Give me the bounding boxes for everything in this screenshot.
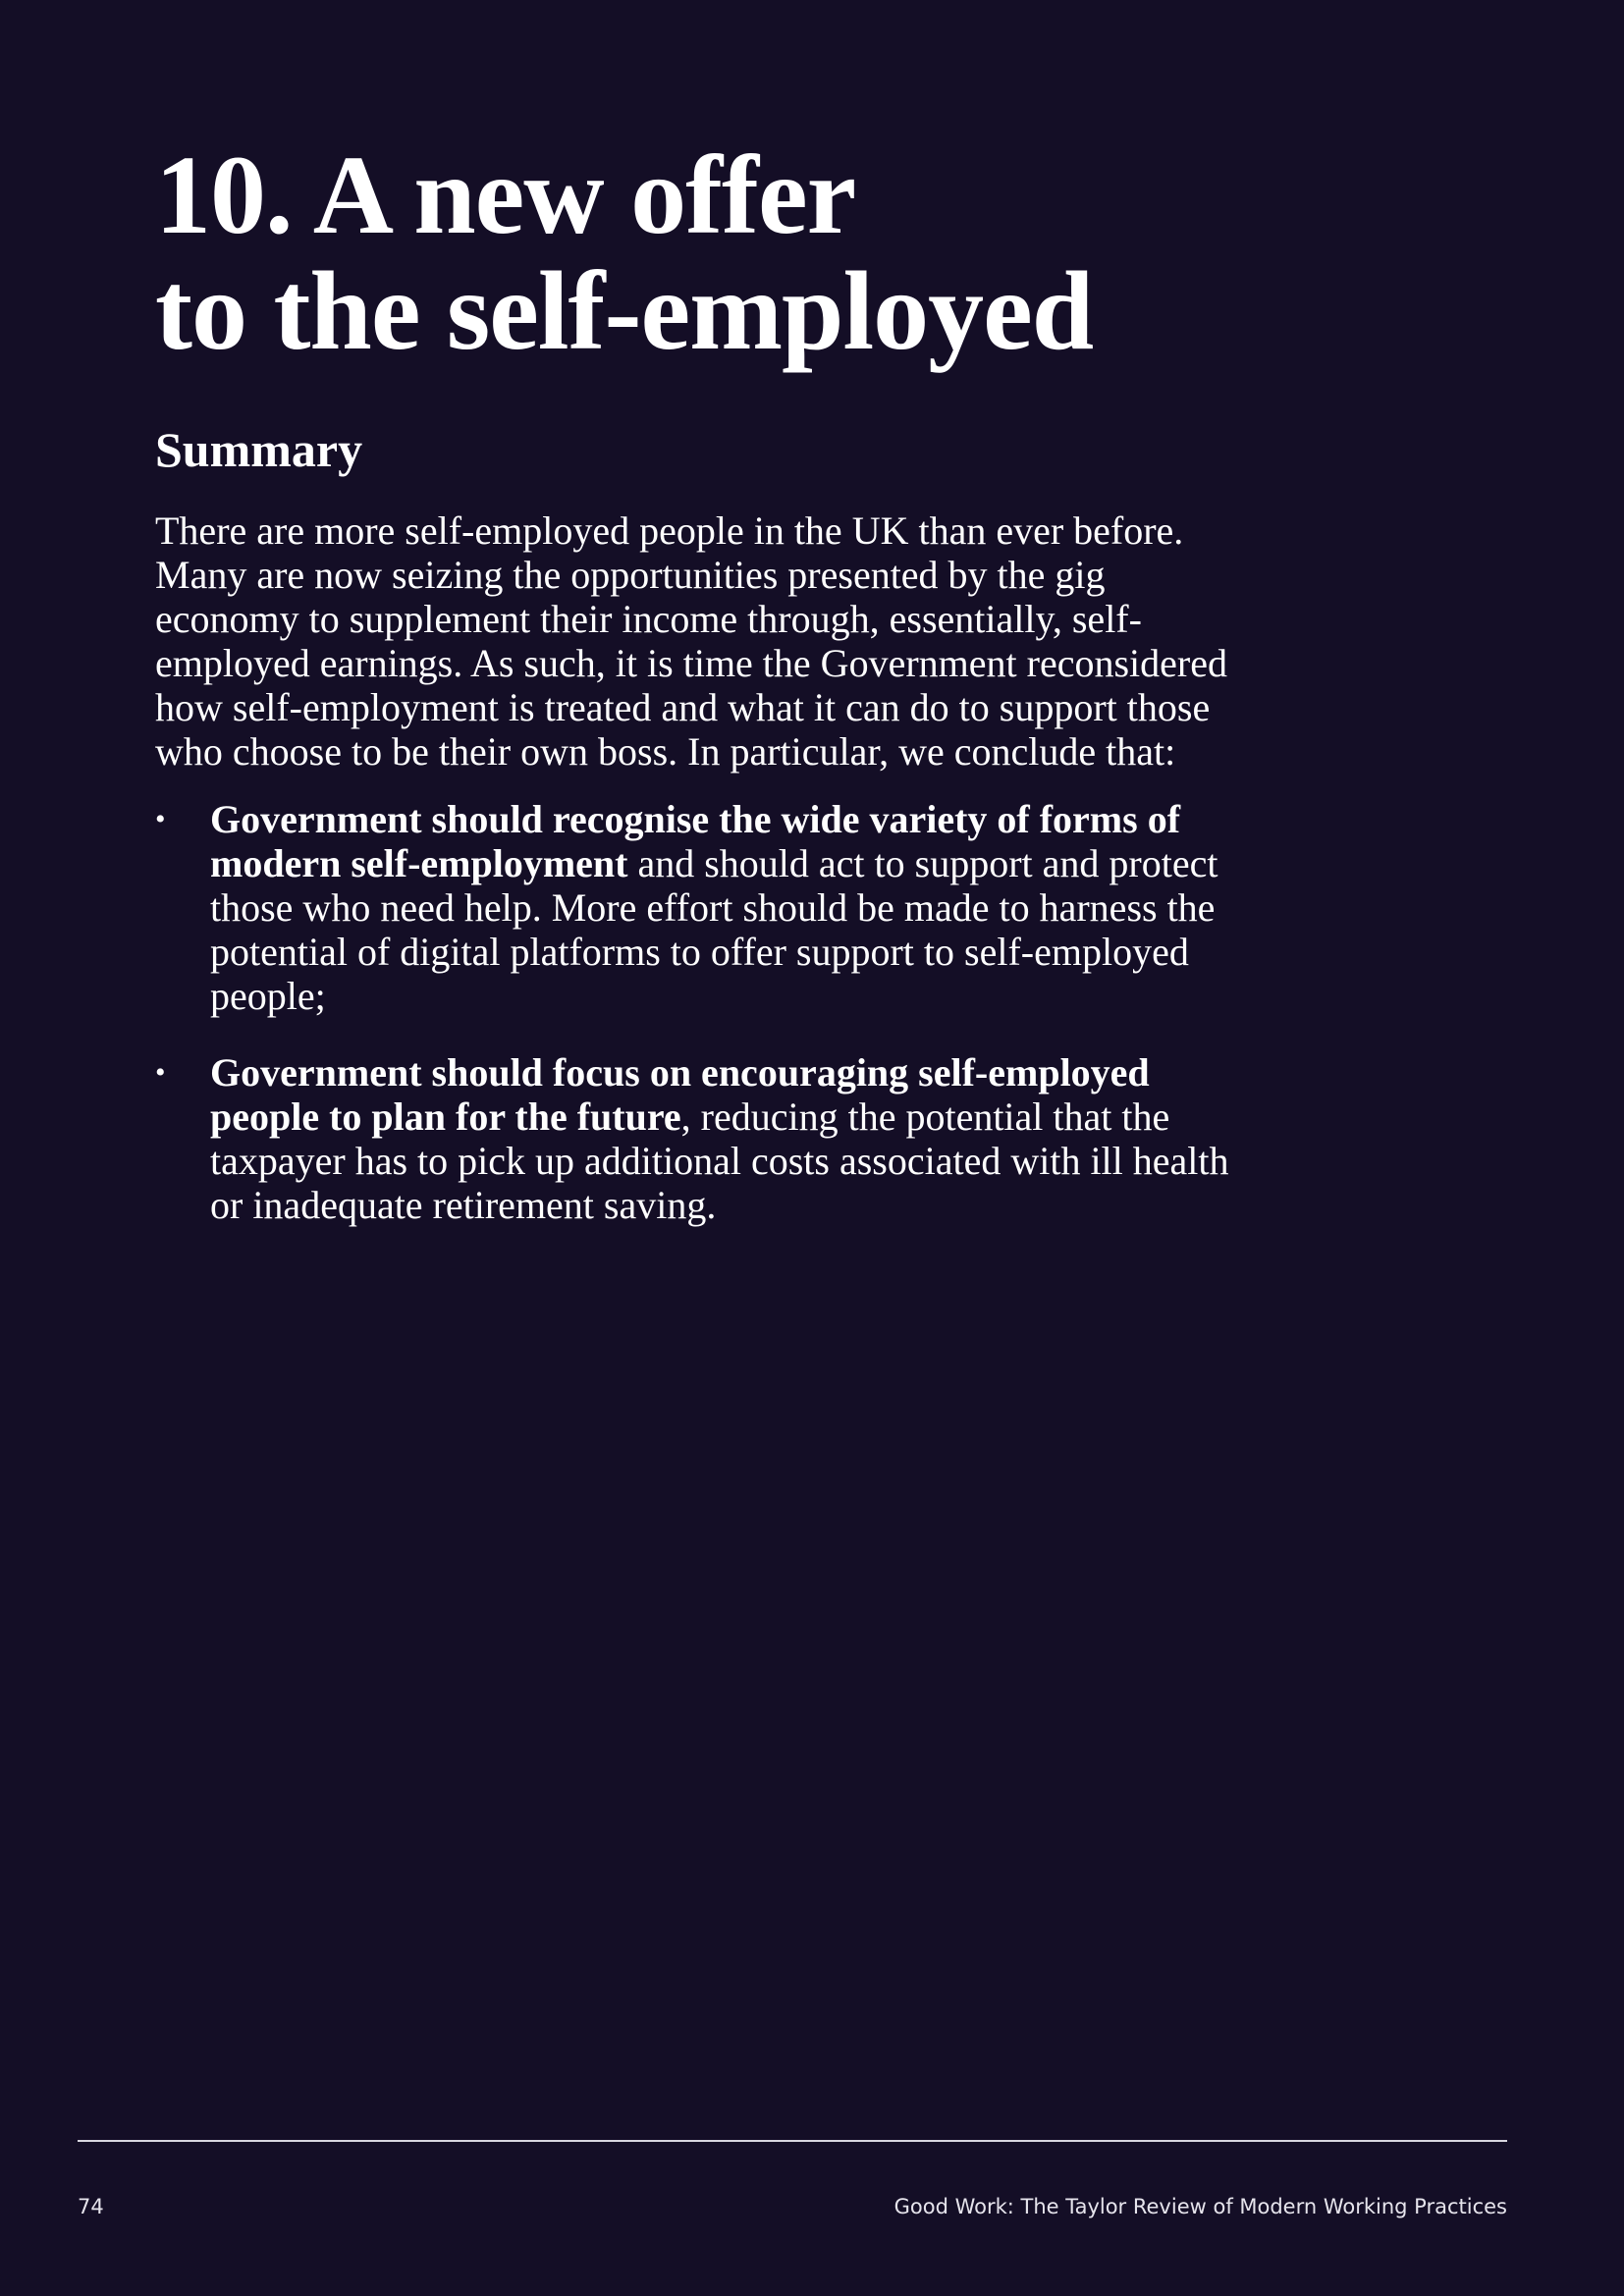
conclusion-item-emphasis: Government should recognise the wide variety of forms of modern self-employment: [210, 797, 1181, 885]
conclusion-list: [155, 797, 1255, 1227]
bullet-icon: •: [155, 1056, 166, 1089]
conclusion-item-text: and should act to support and protect those who need help. More effort should be made to harness the potential of digital platforms to offer support to self-employed people;: [210, 841, 1218, 1018]
chapter-title: [155, 133, 1255, 373]
bullet-icon: •: [155, 803, 166, 835]
conclusion-item: [155, 1050, 1255, 1227]
page-number: 74: [78, 2195, 104, 2218]
conclusion-item-text: , reducing the potential that the taxpayer has to pick up additional costs associated with ill health or inadequate retirement saving.: [210, 1095, 1229, 1227]
page-content: [155, 133, 1255, 1259]
conclusion-item: [155, 797, 1255, 1018]
chapter-title-line-2: to the self-employed: [155, 248, 1094, 373]
footer-divider: [78, 2140, 1507, 2142]
chapter-title-line-1: 10. A new offer: [155, 133, 856, 257]
conclusion-item-emphasis: Government should focus on encouraging self-employed people to plan for the future: [210, 1050, 1150, 1139]
summary-intro-paragraph: There are more self-employed people in the UK than ever before. Many are now seizing the opportunities presented by the gig economy to supplement their income through, essentially, self-employed earnings. As such, it is time the Government reconsidered how self-employment is treated and what it can do to support those who choose to be their own boss. In particular, we conclude that:: [155, 508, 1227, 774]
summary-heading: Summary: [155, 422, 363, 477]
running-title: Good Work: The Taylor Review of Modern Working Practices: [893, 2195, 1507, 2218]
